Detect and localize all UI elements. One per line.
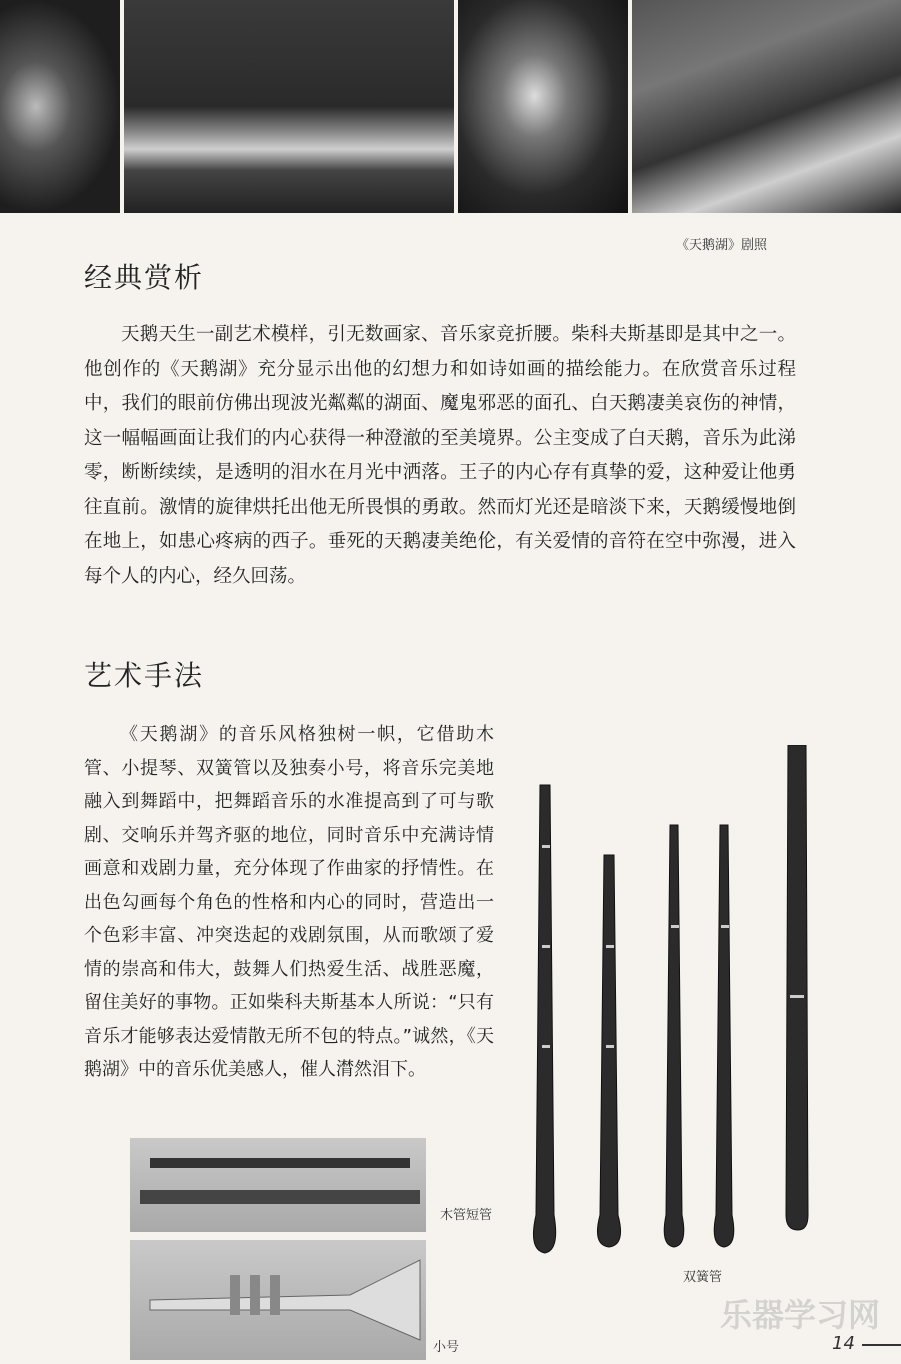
section-heading-appreciation: 经典赏析: [84, 261, 205, 294]
ballet-photo-2: [124, 0, 454, 213]
photo-caption: 《天鹅湖》剧照: [676, 238, 768, 253]
technique-paragraph: 《天鹅湖》的音乐风格独树一帜，它借助木管、小提琴、双簧管以及独奏小号，将音乐完美地融入到舞蹈中，把舞蹈音乐的水准提高到了可与歌剧、交响乐并驾齐驱的地位，同时音乐中充满诗情画意和戏剧力量，充分体现了作曲家的抒情性。在出色勾画每个角色的性格和内心的同时，营造出一个色彩丰富、冲突迭起的戏剧氛围，从而歌颂了爱情的崇高和伟大，鼓舞人们热爱生活、战胜恶魔，留住美好的事物。正如柴科夫斯基本人所说：“只有音乐才能够表达爱情散无所不包的特点。”诚然，《天鹅湖》中的音乐优美感人，催人潸然泪下。: [84, 724, 494, 1080]
oboe-instruments-image: [520, 745, 850, 1265]
ballet-photo-3: [458, 0, 628, 213]
page-number-rule: [862, 1344, 901, 1346]
ballet-photo-4: [632, 0, 901, 213]
page-number: 14: [832, 1333, 855, 1354]
woodwind-photo: [130, 1138, 426, 1232]
appreciation-paragraph: 天鹅天生一副艺术模样，引无数画家、音乐家竞折腰。柴科夫斯基即是其中之一。他创作的《天鹅湖》充分显示出他的幻想力和如诗如画的描绘能力。在欣赏音乐过程中，我们的眼前仿佛出现波光粼粼的湖面、魔鬼邪恶的面孔、白天鹅凄美哀伤的神情，这一幅幅画面让我们的内心获得一种澄澈的至美境界。公主变成了白天鹅，音乐为此涕零，断断续续，是透明的泪水在月光中洒落。王子的内心存有真挚的爱，这种爱让他勇往直前。激情的旋律烘托出他无所畏惧的勇敢。然而灯光还是暗淡下来，天鹅缓慢地倒在地上，如患心疼病的西子。垂死的天鹅凄美绝伦，有关爱情的音符在空中弥漫，进入每个人的内心，经久回荡。: [84, 324, 796, 587]
watermark: 乐器学习网: [720, 1296, 881, 1334]
ballet-photo-1: [0, 0, 120, 213]
oboe-caption: 双簧管: [683, 1270, 723, 1285]
section-heading-technique: 艺术手法: [84, 659, 205, 692]
trumpet-photo: [130, 1240, 426, 1360]
trumpet-caption: 小号: [433, 1340, 460, 1355]
swan-lake-photo-strip: [0, 0, 901, 213]
woodwind-caption: 木管短管: [440, 1208, 493, 1223]
